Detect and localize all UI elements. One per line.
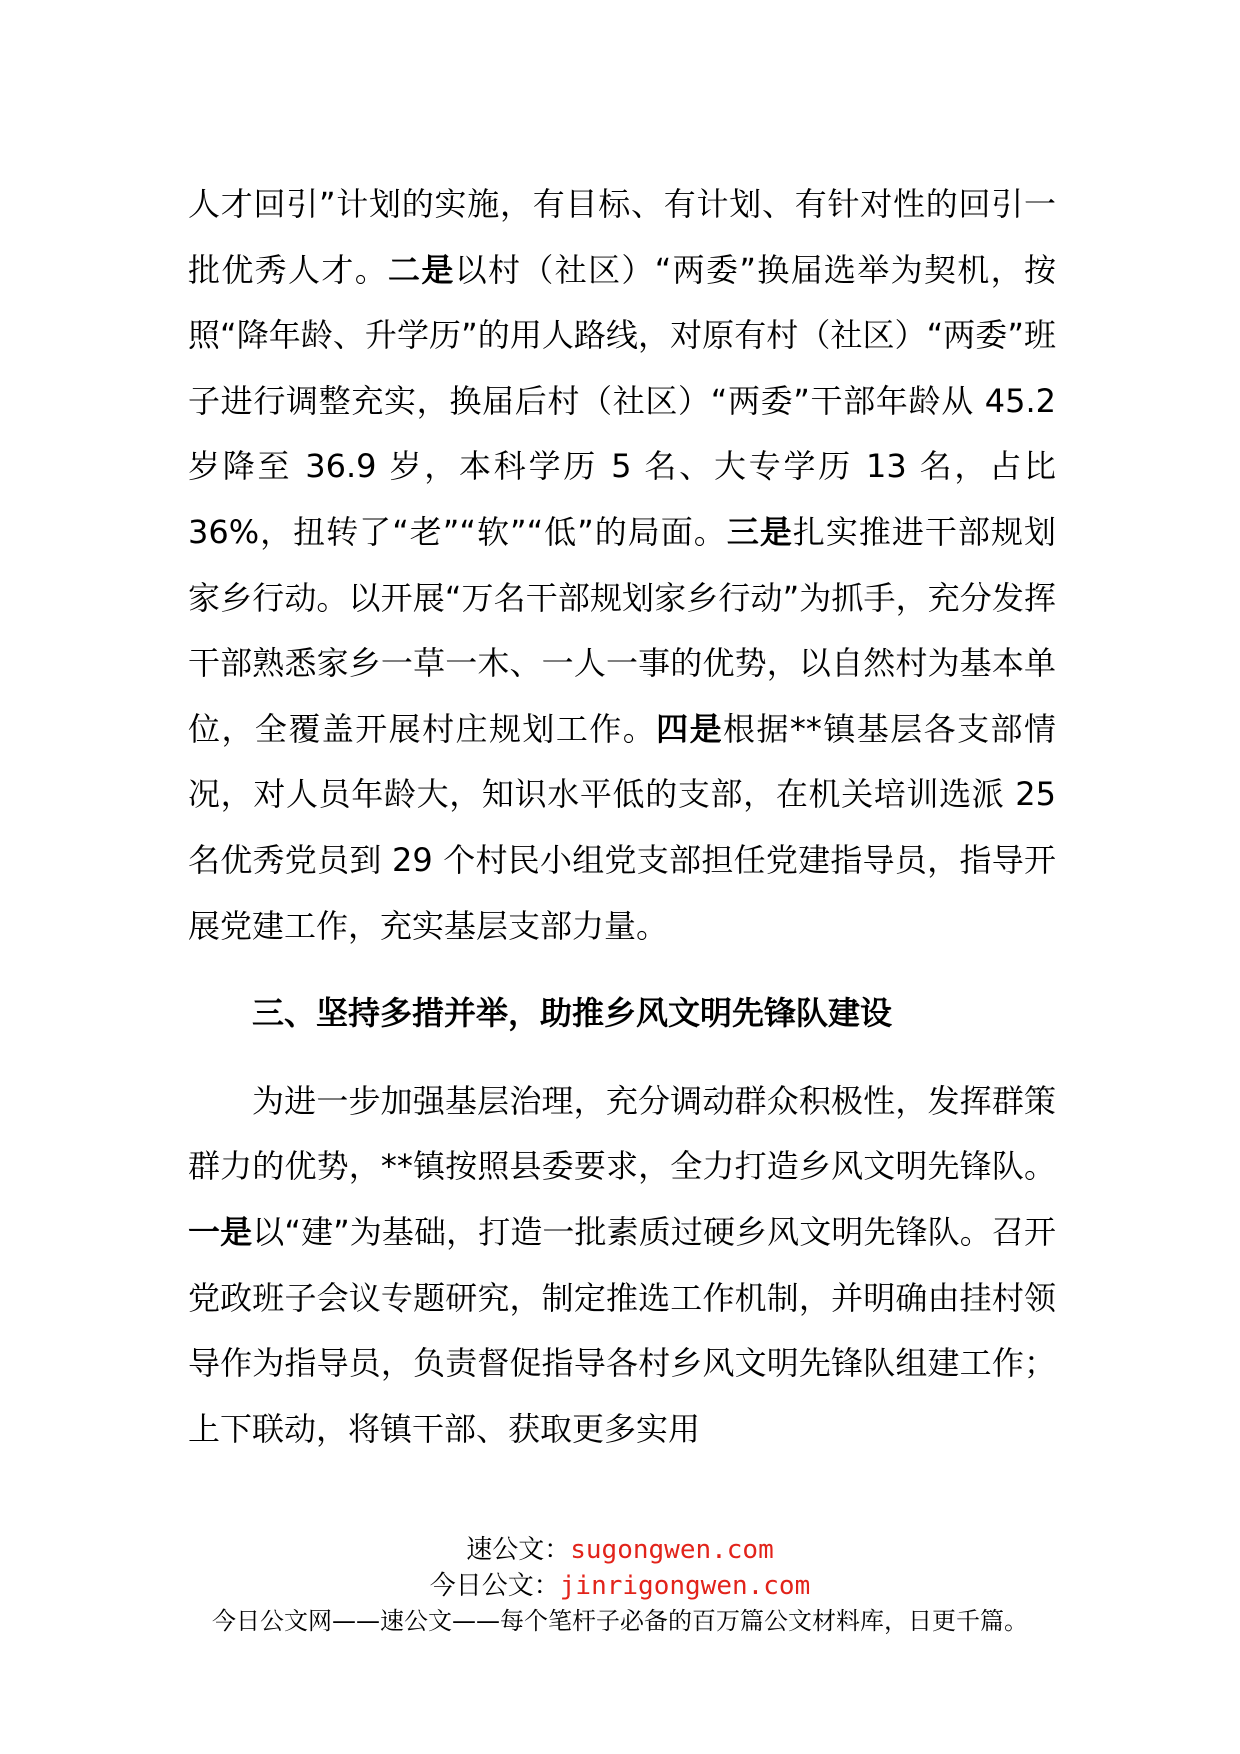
text-segment: 以“建”为基础，打造一批素质过硬乡风文明先锋队。召开党政班子会议专题研究，制定推选工作机制，并明确由挂村领导作为指导员，负责督促指导各村乡风文明先锋队组建工作；上下联动，将镇干部、获取更多实用 <box>188 1212 1056 1448</box>
footer-line-jinrigongwen <box>0 1568 1240 1604</box>
footer-link-sugongwen[interactable]: sugongwen.com <box>570 1535 774 1565</box>
footer-label: 今日公文： <box>429 1571 560 1601</box>
footer-tagline: 今日公文网——速公文——每个笔杆子必备的百万篇公文材料库，日更千篇。 <box>212 1607 1028 1635</box>
bold-marker-fourth: 四是 <box>656 709 724 748</box>
bold-marker-second: 二是 <box>388 250 455 289</box>
document-body <box>188 172 1056 1462</box>
footer-line-sugongwen <box>0 1532 1240 1568</box>
text-segment: 为进一步加强基层治理，充分调动群众积极性，发挥群策群力的优势，**镇按照县委要求，全力打造乡风文明先锋队。 <box>188 1081 1056 1186</box>
footer-label: 速公文： <box>466 1535 571 1565</box>
text-segment: 人才回引”计划的实施，有目标、有计划、有针对性的回引一批优秀人才。 <box>188 185 1056 289</box>
footer-watermark <box>0 1532 1240 1638</box>
bold-marker-third: 三是 <box>726 512 793 551</box>
footer-link-jinrigongwen[interactable]: jinrigongwen.com <box>559 1571 811 1601</box>
text-segment: 扎实推进干部规划家乡行动。以开展“万名干部规划家乡行动”为抓手，充分发挥干部熟悉家乡一草一木、一人一事的优势，以自然村为基本单位，全覆盖开展村庄规划工作。 <box>188 512 1056 748</box>
text-segment: 根据**镇基层各支部情况，对人员年龄大，知识水平低的支部，在机关培训选派 25 名优秀党员到 29 个村民小组党支部担任党建指导员，指导开展党建工作，充实基层支部力量。 <box>188 709 1056 945</box>
paragraph-civilization-vanguard <box>188 1069 1056 1463</box>
section-heading-three: 三、坚持多措并举，助推乡风文明先锋队建设 <box>252 994 893 1033</box>
paragraph-talent-recruitment <box>188 172 1056 959</box>
bold-marker-first: 一是 <box>188 1212 253 1251</box>
text-segment: 以村（社区）“两委”换届选举为契机，按照“降年龄、升学历”的用人路线，对原有村（社区）“两委”班子进行调整充实，换届后村（社区）“两委”干部年龄从 45.2 岁降至 36.9 岁，本科学历 5 名、大专学历 13 名，占比 36%，扭转了“老”“软”“低”的局面。 <box>188 250 1056 551</box>
